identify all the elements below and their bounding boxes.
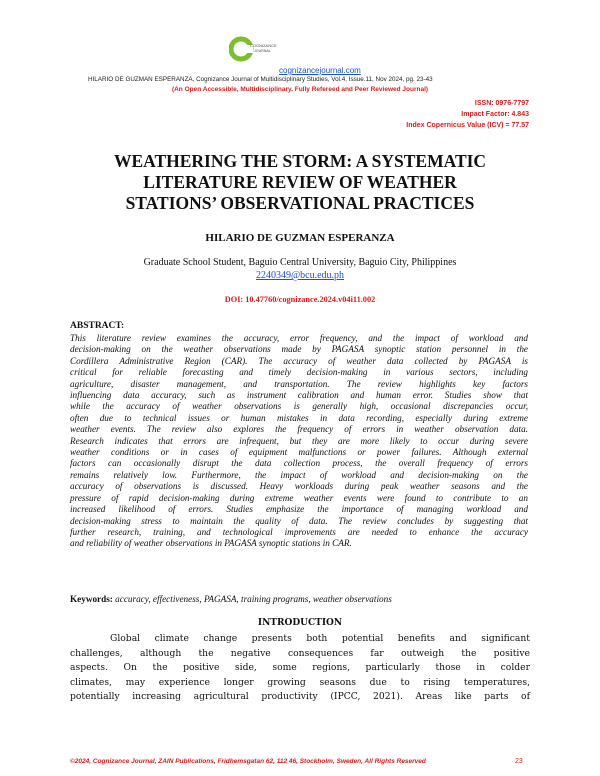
- abstract-line: and reliability of weather observations in PAGASA synoptic stations in CAR.: [70, 538, 352, 549]
- abstract-line: decision-making stress to maintain the quality of data. The review concludes by suggesting that: [70, 515, 528, 526]
- abstract-line: decision-making on the weather observations made by PAGASA synoptic station personnel in the: [70, 344, 528, 355]
- abstract-line: pressure of rapid decision-making during extreme weather events were found to contribute to an: [70, 492, 528, 503]
- keywords-list: accuracy, effectiveness, PAGASA, training programs, weather observations: [115, 594, 392, 604]
- intro-line: challenges, although the negative consequences far outweigh the positive: [70, 647, 530, 659]
- journal-site-link[interactable]: cognizancejournal.com: [279, 66, 361, 75]
- icv-value: Index Copernicus Value (ICV) = 77.57: [406, 122, 529, 129]
- abstract-line: Cordillera Administrative Region (CAR). The accuracy of weather data collected by PAGASA is: [70, 355, 528, 366]
- journal-logo: [229, 34, 285, 64]
- intro-line: climates, may experience longer growing seasons due to rising temperatures,: [70, 676, 530, 688]
- author-email-link[interactable]: 2240349@bcu.edu.ph: [255, 270, 345, 281]
- author-name: HILARIO DE GUZMAN ESPERANZA: [205, 232, 395, 244]
- intro-line: potentially increasing agricultural productivity (IPCC, 2021). Areas like parts of: [70, 691, 530, 703]
- abstract-line: Research indicates that errors are infrequent, but they are more likely to occur during severe: [70, 435, 528, 446]
- abstract-line: influencing data accuracy, such as instrument calibration and human error. Studies show that: [70, 390, 528, 401]
- issn: ISSN: 0976-7797: [474, 100, 529, 107]
- title-line: STATIONS’ OBSERVATIONAL PRACTICES: [125, 193, 475, 213]
- intro-line: aspects. On the positive side, some regions, particularly those in colder: [70, 662, 530, 674]
- abstract-line: weather events. The review also explores the frequency of errors in weather observation data.: [70, 424, 528, 435]
- citation-line: HILARIO DE GUZMAN ESPERANZA, Cognizance Journal of Multidisciplinary Studies, Vol.4, Issue.11, Nov 2024, pg. 23-43: [88, 76, 433, 83]
- author-affiliation: Graduate School Student, Baguio Central University, Baguio City, Philippines: [143, 257, 457, 268]
- impact-factor: Impact Factor: 4.843: [461, 111, 529, 118]
- paper-title: [60, 151, 540, 214]
- abstract-body: [70, 333, 528, 550]
- footer-copyright: ©2024, Cognizance Journal, ZAIN Publications, Fridhemsgatan 62, 112 46, Stockholm, Sweden, All Rights Reserved: [70, 758, 426, 765]
- intro-line: Global climate change presents both potential benefits and significant: [110, 633, 530, 644]
- abstract-line: further research, training, and technological improvements are needed to enhance the accuracy: [70, 526, 528, 537]
- open-access-tagline: (An Open Accessible, Multidisciplinary, Fully Refereed and Peer Reviewed Journal): [171, 86, 429, 93]
- keywords-label: Keywords:: [70, 594, 113, 604]
- abstract-line: agriculture, disaster management, and transportation. The review highlights key factors: [70, 378, 528, 389]
- page-number: 23: [515, 758, 523, 765]
- doi: DOI: 10.47760/cognizance.2024.v04i11.002: [224, 295, 376, 304]
- abstract-line: increased likelihood of errors. Studies emphasize the importance of managing workload and: [70, 504, 528, 515]
- introduction-body: [70, 632, 530, 705]
- keywords: [70, 594, 392, 604]
- title-line: LITERATURE REVIEW OF WEATHER: [143, 172, 457, 192]
- logo-text-line2: JOURNAL: [254, 49, 271, 53]
- abstract-line: remains relatively low. Furthermore, the impact of workload and decision-making on the: [70, 469, 528, 480]
- abstract-heading: ABSTRACT:: [70, 321, 125, 331]
- abstract-line: factors can occasionally disrupt the data collection process, the overall frequency of errors: [70, 458, 528, 469]
- abstract-line: weather conditions or in cases of equipment malfunctions or power failures. Although external: [70, 447, 528, 458]
- introduction-heading: INTRODUCTION: [257, 618, 343, 628]
- abstract-line: while the accuracy of weather observations is generally high, occasional discrepancies occur,: [70, 401, 528, 412]
- abstract-line: This literature review examines the accuracy, error frequency, and the impact of workload and: [70, 333, 528, 343]
- logo-text-line1: COGNIZANCE: [250, 43, 277, 48]
- abstract-line: critical for reliable forecasting and timely decision-making in various sectors, including: [70, 367, 528, 378]
- abstract-line: often due to technical issues or human mistakes in data recording, especially during extreme: [70, 412, 528, 423]
- title-line: WEATHERING THE STORM: A SYSTEMATIC: [113, 151, 487, 171]
- abstract-line: accuracy of observations is discussed. Heavy workloads during peak weather seasons and the: [70, 481, 528, 492]
